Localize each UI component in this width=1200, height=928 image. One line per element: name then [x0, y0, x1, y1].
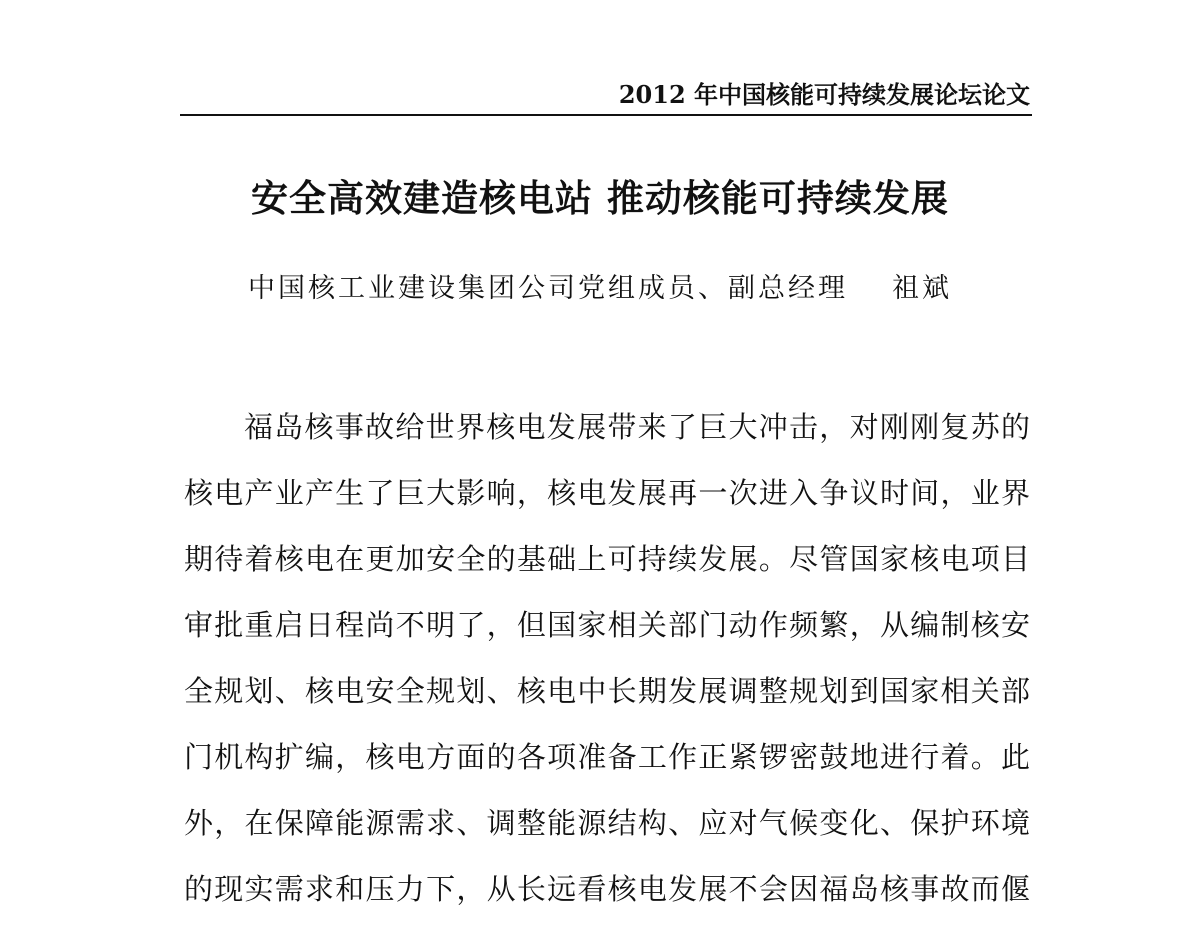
- byline: [0, 272, 1200, 306]
- body-line: 核电产业产生了巨大影响，核电发展再一次进入争议时间，业界: [184, 476, 1030, 510]
- body-line: 福岛核事故给世界核电发展带来了巨大冲击，对刚刚复苏的: [244, 410, 1030, 444]
- article-title: 安全高效建造核电站 推动核能可持续发展: [251, 176, 949, 220]
- body-line: 外，在保障能源需求、调整能源结构、应对气候变化、保护环境: [184, 806, 1030, 840]
- body-line: 全规划、核电安全规划、核电中长期发展调整规划到国家相关部: [184, 674, 1030, 708]
- body-line: 审批重启日程尚不明了，但国家相关部门动作频繁，从编制核安: [184, 608, 1030, 642]
- author-name: 祖斌: [892, 273, 952, 304]
- running-header: 2012 年中国核能可持续发展论坛论文: [618, 80, 1030, 109]
- body-line: 期待着核电在更加安全的基础上可持续发展。尽管国家核电项目: [184, 542, 1030, 576]
- author-affiliation: 中国核工业建设集团公司党组成员、副总经理: [248, 273, 848, 304]
- body-line: 的现实需求和压力下，从长远看核电发展不会因福岛核事故而偃: [184, 872, 1030, 906]
- header-rule: [180, 114, 1032, 116]
- body-line: 门机构扩编，核电方面的各项准备工作正紧锣密鼓地进行着。此: [184, 740, 1030, 774]
